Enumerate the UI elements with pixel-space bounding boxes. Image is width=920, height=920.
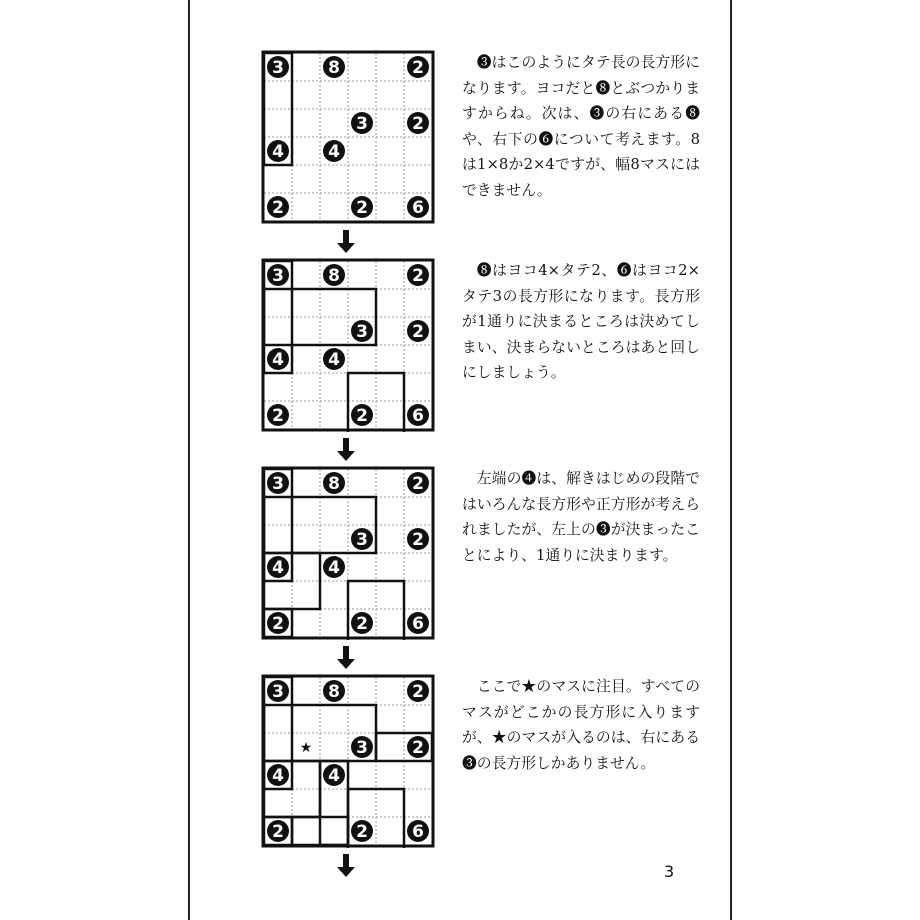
clue-number bbox=[407, 56, 429, 78]
svg-text:8: 8 bbox=[328, 474, 340, 494]
svg-text:2: 2 bbox=[412, 530, 424, 550]
svg-text:2: 2 bbox=[412, 58, 424, 78]
clue-number bbox=[407, 112, 429, 134]
clue-number bbox=[267, 472, 289, 494]
clue-number bbox=[407, 528, 429, 550]
svg-text:3: 3 bbox=[272, 474, 284, 494]
explanation-step-4: ここで★のマスに注目。すべてのマスがどこかの長方形に入りますが、★のマスが入るのは、右にある❸の長方形しかありません。 bbox=[462, 678, 700, 772]
clue-number bbox=[351, 196, 373, 218]
clue-number bbox=[323, 472, 345, 494]
svg-text:8: 8 bbox=[328, 682, 340, 702]
clue-number bbox=[323, 140, 345, 162]
explanation-step-1: ❸はこのようにタテ長の長方形になります。ヨコだと❽とぶつかりますからね。次は、❸の右にある❽や、右下の❻について考えます。8は1×8か2×4ですが、幅8マスにはできません。 bbox=[462, 54, 700, 199]
arrow-shape bbox=[337, 230, 355, 253]
svg-text:2: 2 bbox=[412, 322, 424, 342]
clue-number bbox=[351, 320, 373, 342]
clue-number bbox=[351, 820, 373, 842]
svg-text:4: 4 bbox=[328, 558, 340, 578]
svg-text:4: 4 bbox=[328, 350, 340, 370]
down-arrow-icon bbox=[336, 854, 356, 878]
svg-text:4: 4 bbox=[272, 142, 284, 162]
explanation-step-3: 左端の❹は、解きはじめの段階ではいろんな長方形や正方形が考えられましたが、左上の❸が決まったことにより、1通りに決まります。 bbox=[462, 470, 700, 564]
clue-number bbox=[267, 348, 289, 370]
svg-text:2: 2 bbox=[412, 738, 424, 758]
arrow-shape bbox=[337, 438, 355, 461]
clue-number bbox=[267, 140, 289, 162]
clue-number bbox=[407, 320, 429, 342]
svg-text:4: 4 bbox=[272, 766, 284, 786]
down-arrow-icon bbox=[336, 230, 356, 254]
clue-number bbox=[323, 56, 345, 78]
arrow-shape bbox=[337, 854, 355, 877]
clue-number bbox=[407, 736, 429, 758]
svg-text:4: 4 bbox=[328, 142, 340, 162]
puzzle-grid-step-2 bbox=[261, 258, 435, 432]
svg-text:4: 4 bbox=[272, 350, 284, 370]
svg-text:3: 3 bbox=[272, 58, 284, 78]
arrow-shape bbox=[337, 646, 355, 669]
clue-number bbox=[407, 264, 429, 286]
svg-text:6: 6 bbox=[412, 614, 424, 634]
explanation-step-2: ❽はヨコ4×タテ2、❻はヨコ2×タテ3の長方形になります。長方形が1通りに決まるところは決めてしまい、決まらないところはあと回しにしましょう。 bbox=[462, 262, 700, 382]
clue-number bbox=[267, 196, 289, 218]
svg-text:6: 6 bbox=[412, 822, 424, 842]
down-arrow-icon bbox=[336, 438, 356, 462]
svg-text:2: 2 bbox=[356, 198, 368, 218]
clue-number bbox=[323, 348, 345, 370]
grid-svg bbox=[261, 674, 435, 848]
svg-text:2: 2 bbox=[272, 406, 284, 426]
svg-text:2: 2 bbox=[412, 114, 424, 134]
svg-text:6: 6 bbox=[412, 198, 424, 218]
clue-number bbox=[267, 556, 289, 578]
clue-number bbox=[351, 528, 373, 550]
svg-text:2: 2 bbox=[356, 822, 368, 842]
down-arrow-icon bbox=[336, 646, 356, 670]
svg-text:2: 2 bbox=[412, 682, 424, 702]
clue-number bbox=[267, 820, 289, 842]
svg-text:4: 4 bbox=[272, 558, 284, 578]
grid-svg bbox=[261, 50, 435, 224]
grid-svg bbox=[261, 466, 435, 640]
clue-number bbox=[267, 680, 289, 702]
clue-number bbox=[351, 112, 373, 134]
clue-number bbox=[351, 612, 373, 634]
grid-svg bbox=[261, 258, 435, 432]
clue-number bbox=[407, 612, 429, 634]
clue-number bbox=[267, 612, 289, 634]
svg-text:8: 8 bbox=[328, 58, 340, 78]
clue-number bbox=[323, 680, 345, 702]
svg-text:2: 2 bbox=[356, 614, 368, 634]
svg-text:2: 2 bbox=[272, 614, 284, 634]
clue-number bbox=[323, 556, 345, 578]
clue-number bbox=[267, 404, 289, 426]
clue-number bbox=[407, 472, 429, 494]
svg-text:2: 2 bbox=[272, 198, 284, 218]
svg-text:8: 8 bbox=[328, 266, 340, 286]
puzzle-grid-step-1 bbox=[261, 50, 435, 224]
clue-number bbox=[267, 56, 289, 78]
clue-number bbox=[351, 404, 373, 426]
clue-number bbox=[323, 264, 345, 286]
puzzle-grid-step-4 bbox=[261, 674, 435, 848]
svg-text:3: 3 bbox=[356, 530, 368, 550]
page-number: 3 bbox=[664, 862, 675, 881]
clue-number bbox=[407, 820, 429, 842]
svg-text:6: 6 bbox=[412, 406, 424, 426]
star-marker: ★ bbox=[299, 740, 313, 756]
svg-text:3: 3 bbox=[356, 322, 368, 342]
svg-text:3: 3 bbox=[356, 114, 368, 134]
clue-number bbox=[323, 764, 345, 786]
svg-text:2: 2 bbox=[272, 822, 284, 842]
svg-text:4: 4 bbox=[328, 766, 340, 786]
clue-number bbox=[407, 196, 429, 218]
svg-text:2: 2 bbox=[356, 406, 368, 426]
clue-number bbox=[351, 736, 373, 758]
svg-text:2: 2 bbox=[412, 266, 424, 286]
clue-number bbox=[267, 764, 289, 786]
svg-text:2: 2 bbox=[412, 474, 424, 494]
svg-text:3: 3 bbox=[356, 738, 368, 758]
puzzle-grid-step-3 bbox=[261, 466, 435, 640]
clue-number bbox=[407, 680, 429, 702]
clue-number bbox=[407, 404, 429, 426]
clue-number bbox=[267, 264, 289, 286]
svg-text:3: 3 bbox=[272, 266, 284, 286]
svg-text:3: 3 bbox=[272, 682, 284, 702]
